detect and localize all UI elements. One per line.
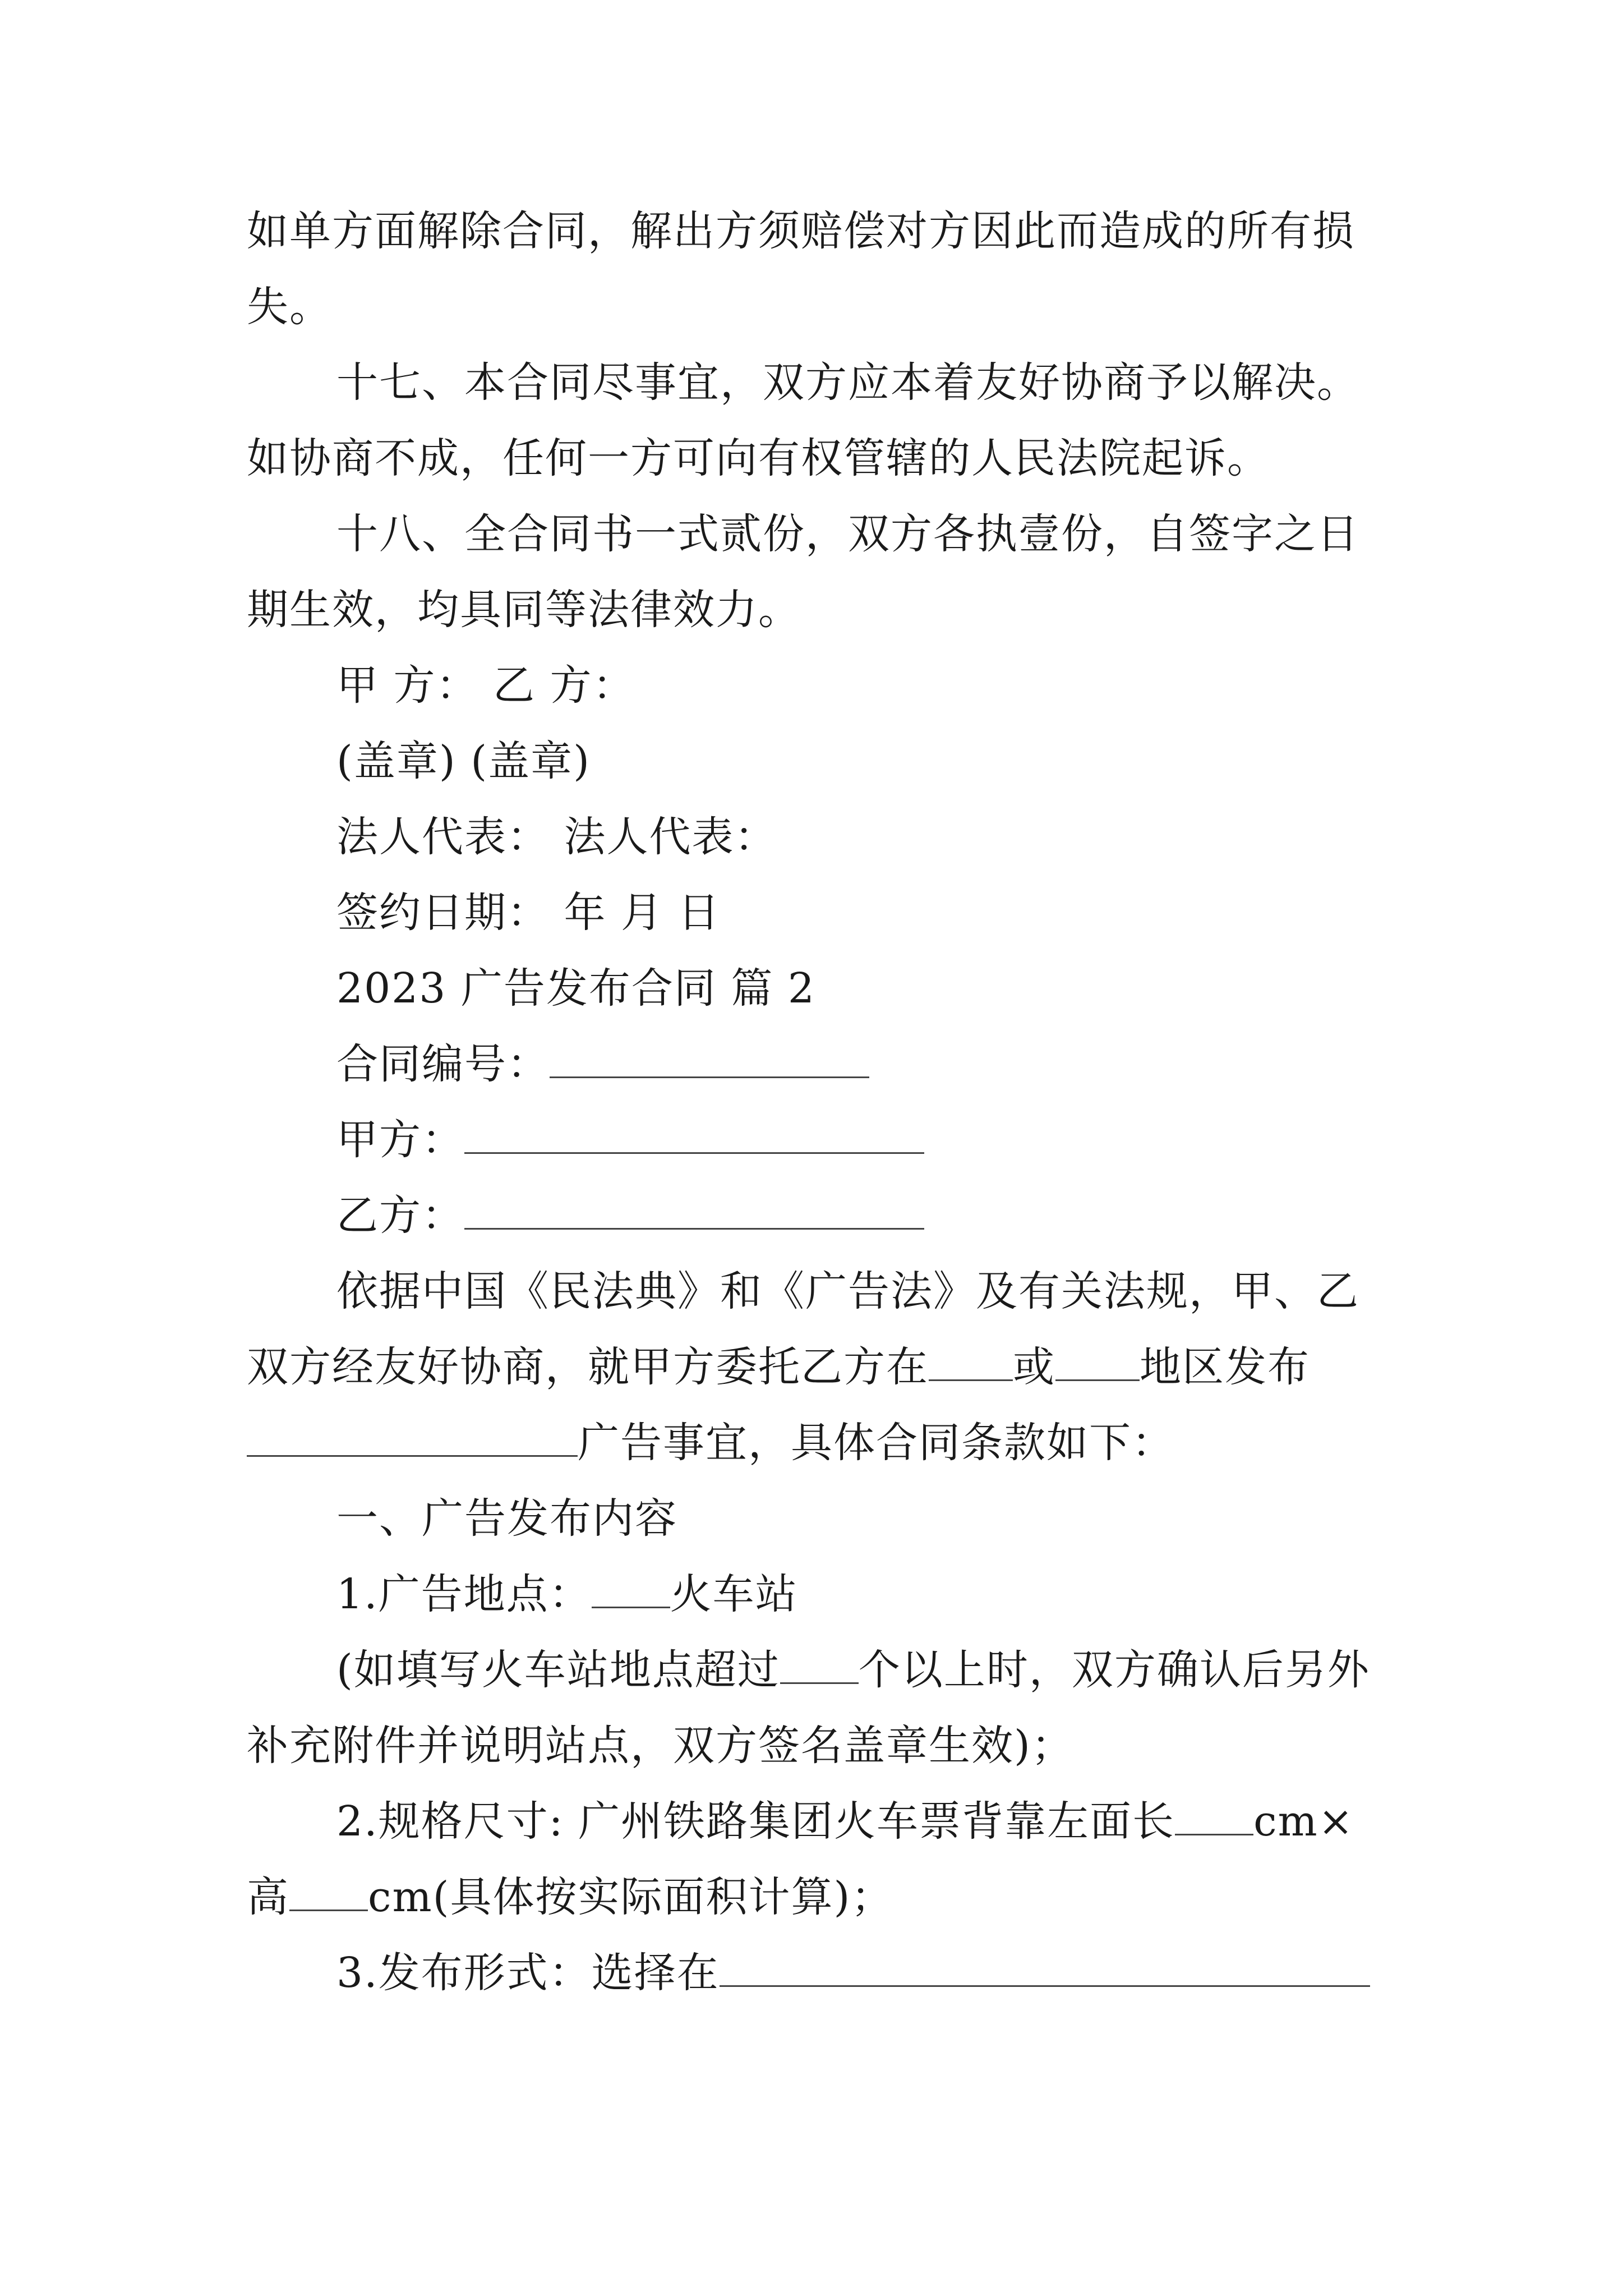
- contract-number-label: 合同编号：: [336, 1040, 550, 1088]
- station-count-blank: [780, 1648, 859, 1684]
- paragraph-termination: 如单方面解除合同，解出方须赔偿对方因此而造成的所有损失。: [247, 207, 1355, 331]
- party-b-blank: [464, 1193, 924, 1230]
- document-body: [247, 194, 1385, 2011]
- party-a-line: [247, 1102, 1385, 1178]
- item-1-note-text-2: 个以上时，双方确认后另外补充附件并说明站点，双方签名盖章生效)；: [247, 1646, 1370, 1770]
- item-1-label: 1.广告地点：: [336, 1570, 592, 1618]
- ad-subject-blank: [247, 1420, 578, 1457]
- item-2-text-1: 2.规格尺寸: 广州铁路集团火车票背靠左面长: [336, 1797, 1175, 1846]
- item-2-text-2: cm×高: [247, 1797, 1354, 1921]
- item-3-format: [247, 1935, 1385, 2011]
- intro-paragraph: [247, 1254, 1385, 1481]
- item-1-suffix: 火车站: [670, 1570, 798, 1618]
- item-2-size: [247, 1784, 1385, 1935]
- region-blank-1: [929, 1345, 1013, 1381]
- party-a-label: 甲方：: [336, 1116, 464, 1164]
- party-b-label: 乙方：: [336, 1191, 464, 1240]
- length-blank: [1175, 1799, 1253, 1835]
- item-1-note: [247, 1632, 1385, 1784]
- section-title: 2023 广告发布合同 篇 2: [336, 964, 815, 1013]
- party-a-blank: [464, 1117, 924, 1154]
- intro-text-2: 或: [1013, 1343, 1055, 1391]
- signature-date-line: 签约日期： 年 月 日: [336, 889, 721, 937]
- intro-text-4: 广告事宜，具体合同条款如下：: [578, 1419, 1174, 1467]
- intro-text-3: 地区发布: [1140, 1343, 1310, 1391]
- contract-number-line: [247, 1027, 1385, 1102]
- height-blank: [289, 1875, 368, 1911]
- paragraph-clause-17: 十七、本合同尽事宜，双方应本着友好协商予以解决。如协商不成，任何一方可向有权管辖的人民法院起诉。: [247, 358, 1359, 482]
- item-1-note-text-1: (如填写火车站地点超过: [336, 1646, 780, 1694]
- party-b-line: [247, 1178, 1385, 1254]
- item-1-location: [247, 1557, 1385, 1632]
- format-blank: [720, 1950, 1370, 1987]
- contract-number-blank: [550, 1042, 869, 1078]
- station-blank: [592, 1572, 670, 1608]
- intro-text-1: 依据中国《民法典》和《广告法》及有关法规，甲、乙双方经友好协商，就甲方委托乙方在: [247, 1267, 1359, 1391]
- signature-party-line: 甲 方： 乙 方：: [336, 661, 635, 710]
- signature-seal-line: (盖章) (盖章): [336, 737, 591, 785]
- item-2-text-3: cm(具体按实际面积计算)；: [368, 1873, 894, 1921]
- item-heading: 一、广告发布内容: [336, 1494, 677, 1543]
- signature-rep-line: 法人代表： 法人代表：: [336, 813, 777, 861]
- region-blank-2: [1055, 1345, 1140, 1381]
- item-3-text-1: 3.发布形式：选择在: [336, 1949, 720, 1997]
- paragraph-clause-18: 十八、全合同书一式贰份，双方各执壹份，自签字之日期生效，均具同等法律效力。: [247, 510, 1359, 634]
